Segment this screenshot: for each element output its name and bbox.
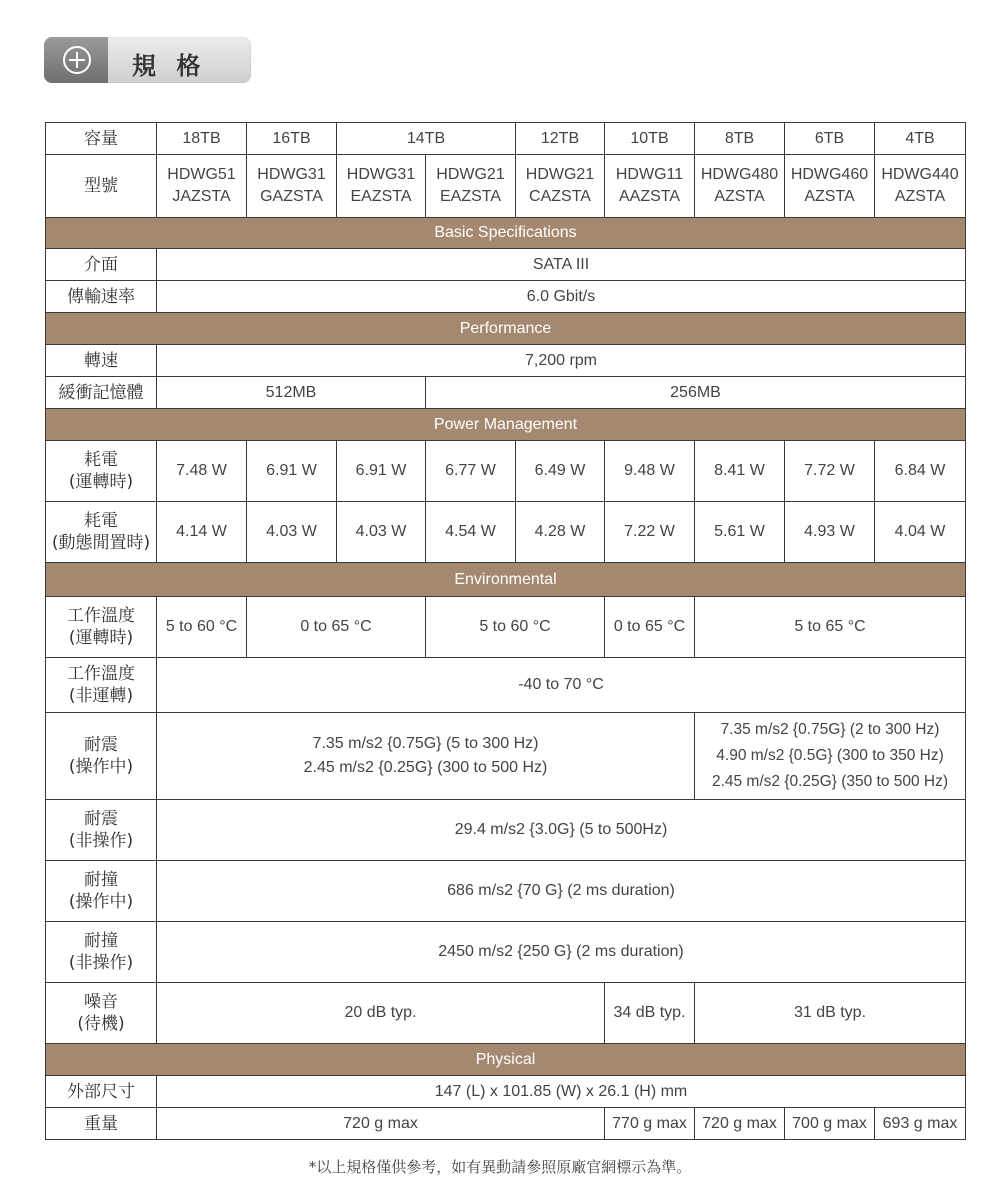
temp-value: 0 to 65 °C [247,597,426,658]
model-line: AZSTA [894,188,946,205]
vibration-line: 4.90 m/s2 {0.5G} (300 to 350 Hz) [716,747,944,764]
model-line: GAZSTA [260,188,323,205]
model-line: HDWG31 [257,166,326,183]
model-row [46,155,966,218]
transfer-value: 6.0 Gbit/s [157,281,966,313]
power-value: 5.61 W [695,502,785,563]
label-line: (運轉時) [68,472,134,492]
noise-value: 31 dB typ. [695,983,966,1044]
capacity-label: 容量 [46,123,157,155]
temp-value: 5 to 60 °C [157,597,247,658]
temp-value: 5 to 60 °C [426,597,605,658]
label-line: 耐震 [84,735,118,755]
capacity-cell: 18TB [157,123,247,155]
label-line: (非操作) [68,953,134,973]
noise-value: 34 dB typ. [605,983,695,1044]
plus-circle-icon [63,46,91,74]
vibration-value [695,713,966,800]
label-line: 耐震 [84,809,118,829]
power-value: 7.48 W [157,441,247,502]
label-line: (動態閒置時) [51,533,151,553]
model-cell [426,155,516,218]
power-active-row [46,441,966,502]
shock-non-operating-label [46,922,157,983]
model-cell [605,155,695,218]
model-line: EAZSTA [439,188,502,205]
label-line: (待機) [77,1014,125,1034]
power-value: 6.77 W [426,441,516,502]
power-idle-label [46,502,157,563]
capacity-cell: 8TB [695,123,785,155]
capacity-cell: 6TB [785,123,875,155]
header-icon-box [44,37,108,83]
section-row-performance [46,313,966,345]
vibration-line: 7.35 m/s2 {0.75G} (2 to 300 Hz) [720,721,940,738]
shock-non-operating-row [46,922,966,983]
rotation-label: 轉速 [46,345,157,377]
power-value: 4.54 W [426,502,516,563]
weight-value: 720 g max [157,1108,605,1140]
buffer-label: 緩衝記憶體 [46,377,157,409]
model-line: AZSTA [804,188,855,205]
weight-label: 重量 [46,1108,157,1140]
model-line: HDWG440 [881,166,959,183]
dimensions-label: 外部尺寸 [46,1076,157,1108]
noise-label [46,983,157,1044]
power-value: 9.48 W [605,441,695,502]
power-active-label [46,441,157,502]
label-line: (非運轉) [68,686,134,706]
power-value: 7.22 W [605,502,695,563]
buffer-value: 512MB [157,377,426,409]
power-value: 6.49 W [516,441,605,502]
capacity-cell: 4TB [875,123,966,155]
temp-value: -40 to 70 °C [157,658,966,713]
model-cell [157,155,247,218]
power-value: 6.84 W [875,441,966,502]
interface-label: 介面 [46,249,157,281]
model-line: EAZSTA [350,188,412,205]
shock-operating-row [46,861,966,922]
dimensions-row [46,1076,966,1108]
section-title: Performance [46,313,966,345]
weight-value: 720 g max [695,1108,785,1140]
section-row-physical [46,1044,966,1076]
model-line: HDWG460 [790,166,869,183]
section-title: Basic Specifications [46,218,966,249]
vibration-operating-row [46,713,966,800]
model-line: JAZSTA [172,188,231,205]
shock-value: 2450 m/s2 {250 G} (2 ms duration) [157,922,966,983]
label-line: 耗電 [84,511,118,531]
label-line: (操作中) [68,892,134,912]
transfer-row [46,281,966,313]
label-line: (操作中) [68,757,134,777]
temp-non-operating-row [46,658,966,713]
vibration-operating-label [46,713,157,800]
rotation-row [46,345,966,377]
power-value: 6.91 W [247,441,337,502]
power-idle-row [46,502,966,563]
temp-operating-label [46,597,157,658]
model-line: CAZSTA [529,188,591,205]
label-line: 耗電 [84,450,118,470]
weight-value: 770 g max [605,1108,695,1140]
label-line: 耐撞 [84,870,118,890]
section-row-basic [46,218,966,249]
temp-value: 0 to 65 °C [605,597,695,658]
temp-operating-row [46,597,966,658]
power-value: 7.72 W [785,441,875,502]
vibration-line: 2.45 m/s2 {0.25G} (300 to 500 Hz) [303,759,548,776]
weight-row [46,1108,966,1140]
weight-value: 700 g max [785,1108,875,1140]
power-value: 4.93 W [785,502,875,563]
capacity-cell: 10TB [605,123,695,155]
interface-row [46,249,966,281]
vibration-line: 2.45 m/s2 {0.25G} (350 to 500 Hz) [711,773,949,790]
model-line: HDWG11 [615,166,684,183]
model-line: HDWG21 [436,166,505,183]
noise-row [46,983,966,1044]
vibration-value [157,713,695,800]
vibration-value: 29.4 m/s2 {3.0G} (5 to 500Hz) [157,800,966,861]
model-line: AAZSTA [618,188,681,205]
section-row-environmental [46,563,966,597]
power-value: 4.28 W [516,502,605,563]
vibration-non-operating-label [46,800,157,861]
model-cell [785,155,875,218]
shock-operating-label [46,861,157,922]
capacity-row [46,123,966,155]
model-line: AZSTA [714,188,765,205]
weight-value: 693 g max [875,1108,966,1140]
rotation-value: 7,200 rpm [157,345,966,377]
model-cell [875,155,966,218]
capacity-cell: 12TB [516,123,605,155]
noise-value: 20 dB typ. [157,983,605,1044]
power-value: 4.04 W [875,502,966,563]
model-line: HDWG480 [700,166,779,183]
model-line: HDWG21 [525,166,595,183]
label-line: 噪音 [84,992,118,1012]
spec-table [45,122,966,1140]
model-cell [247,155,337,218]
temp-value: 5 to 65 °C [695,597,966,658]
label-line: 耐撞 [84,931,118,951]
power-value: 6.91 W [337,441,426,502]
capacity-cell: 14TB [337,123,516,155]
interface-value: SATA III [157,249,966,281]
label-line: (運轉時) [68,628,134,648]
section-title: Physical [46,1044,966,1076]
model-line: HDWG51 [167,166,236,183]
temp-non-operating-label [46,658,157,713]
model-label: 型號 [46,155,157,218]
label-line: 工作溫度 [67,664,135,684]
section-title: Environmental [46,563,966,597]
vibration-non-operating-row [46,800,966,861]
model-cell [516,155,605,218]
shock-value: 686 m/s2 {70 G} (2 ms duration) [157,861,966,922]
model-line: HDWG31 [346,166,416,183]
page-title: 規 格 [132,52,207,80]
power-value: 4.14 W [157,502,247,563]
model-cell [337,155,426,218]
section-row-power [46,409,966,441]
dimensions-value: 147 (L) x 101.85 (W) x 26.1 (H) mm [157,1076,966,1108]
buffer-row [46,377,966,409]
label-line: 工作溫度 [67,606,135,626]
power-value: 4.03 W [247,502,337,563]
section-title: Power Management [46,409,966,441]
vibration-line: 7.35 m/s2 {0.75G} (5 to 300 Hz) [312,735,539,752]
spec-header [44,37,251,83]
footnote: *以上規格僅供參考，如有異動請參照原廠官網標示為準。 [308,1158,692,1176]
buffer-value: 256MB [426,377,966,409]
model-cell [695,155,785,218]
capacity-cell: 16TB [247,123,337,155]
power-value: 4.03 W [337,502,426,563]
transfer-label: 傳輸速率 [46,281,157,313]
label-line: (非操作) [68,831,134,851]
power-value: 8.41 W [695,441,785,502]
